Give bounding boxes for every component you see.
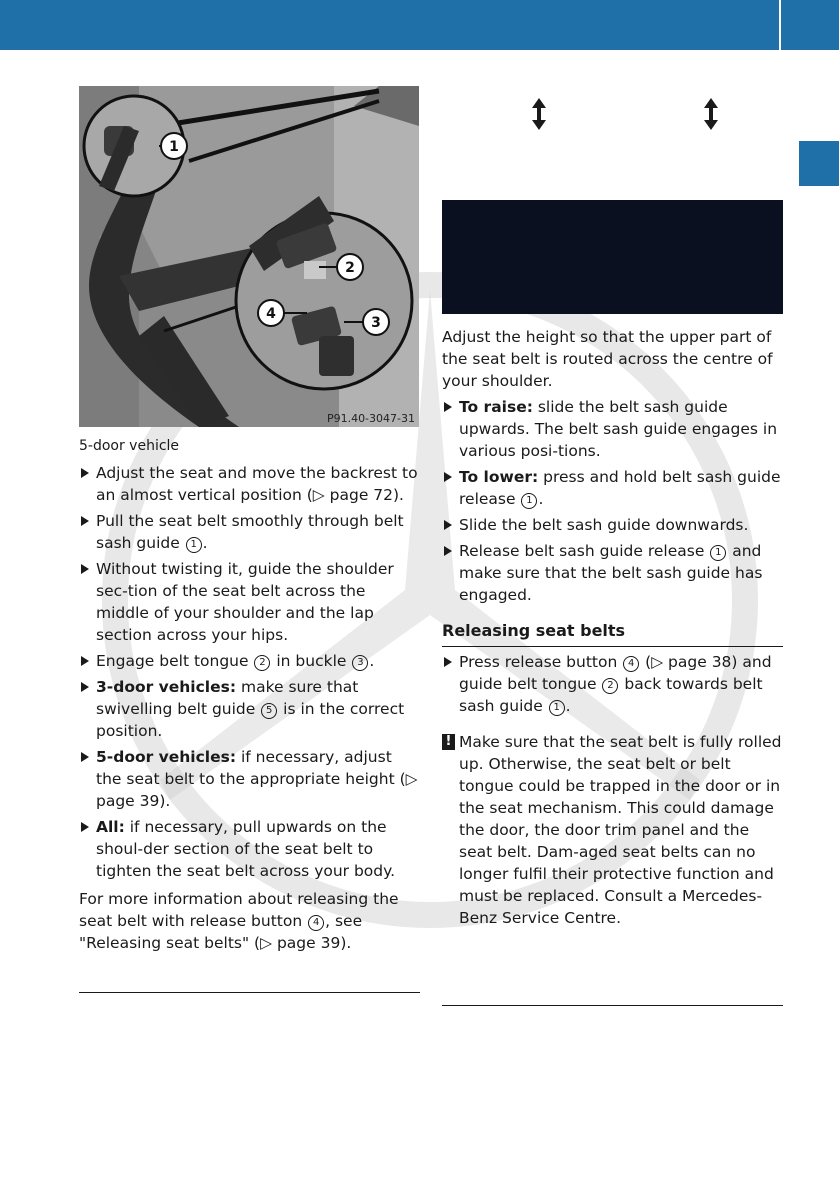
callout-2	[337, 254, 363, 280]
up-down-arrow-icon	[529, 98, 549, 130]
svg-text:2: 2	[345, 260, 355, 276]
callout-ref: 1	[521, 493, 537, 509]
right-steps	[442, 396, 783, 606]
step-pull-belt: Pull the seat belt smoothly through belt sash guide 1 .	[79, 510, 420, 554]
callout-ref: 2	[602, 678, 618, 694]
figure-caption: 5-door vehicle	[79, 438, 180, 454]
step-adjust-seat: Adjust the seat and move the backrest to an almost vertical position (▷ page 72).	[79, 462, 420, 506]
callout-ref: 3	[352, 655, 368, 671]
up-down-arrow-icon	[701, 98, 721, 130]
step-release-guide: Release belt sash guide release 1 and make sure that the belt sash guide has engaged.	[442, 540, 783, 606]
section-title: Releasing seat belts	[442, 620, 783, 647]
figure-code: P91.40-3047-31	[326, 412, 415, 425]
callout-1	[161, 133, 187, 159]
release-note: For more information about releasing the seat belt with release button 4 , see "Releasing seat belts" (▷ page 39).	[79, 890, 399, 952]
right-column	[442, 326, 783, 929]
warning-box	[442, 200, 783, 314]
left-steps	[79, 462, 420, 882]
step-engage-tongue: Engage belt tongue 2 in buckle 3 .	[79, 650, 420, 672]
left-bottom-rule	[79, 992, 420, 993]
damage-warning: ! Make sure that the seat belt is fully rolled up. Otherwise, the seat belt or belt tongue could be trapped in the door or in the seat mechanism. This could damage the door, the door trim panel and the seat belt. Dam-aged seat belts can no longer fulfil their protective function and must be replaced. Consult a Mercedes-Benz Service Centre.	[442, 731, 783, 929]
svg-text:4: 4	[266, 306, 276, 322]
chapter-tab[interactable]	[799, 141, 839, 186]
left-column	[79, 436, 420, 954]
right-bottom-rule	[442, 1005, 783, 1006]
step-3-door: 3-door vehicles: make sure that swivelling belt guide 5 is in the correct position.	[79, 676, 420, 742]
header-separator	[779, 0, 781, 50]
callout-ref: 1	[549, 700, 565, 716]
step-press-release: Press release button 4 (▷ page 38) and guide belt tongue 2 back towards belt sash guide 1 .	[442, 651, 783, 717]
callout-ref: 1	[186, 537, 202, 553]
step-5-door: 5-door vehicles: if necessary, adjust the seat belt to the appropriate height (▷ page 39).	[79, 746, 420, 812]
step-slide-down: Slide the belt sash guide downwards.	[442, 514, 783, 536]
step-lower: To lower: press and hold belt sash guide release 1 .	[442, 466, 783, 510]
step-guide-shoulder: Without twisting it, guide the shoulder sec-tion of the seat belt across the middle of your shoulder and the lap section across your hips.	[79, 558, 420, 646]
svg-text:3: 3	[371, 315, 381, 331]
callout-3	[363, 309, 389, 335]
callout-4	[258, 300, 284, 326]
step-raise: To raise: slide the belt sash guide upwards. The belt sash guide engages in various posi-tions.	[442, 396, 783, 462]
step-all: All: if necessary, pull upwards on the shoul-der section of the seat belt to tighten the seat belt across your body.	[79, 816, 420, 882]
height-intro: Adjust the height so that the upper part of the seat belt is routed across the centre of your shoulder.	[442, 328, 773, 390]
seat-belt-photo	[79, 86, 419, 427]
callout-ref: 4	[623, 656, 639, 672]
callout-ref: 4	[308, 915, 324, 931]
header-bar	[0, 0, 839, 50]
callout-ref: 5	[261, 703, 277, 719]
callout-ref: 2	[254, 655, 270, 671]
callout-ref: 1	[710, 545, 726, 561]
release-steps	[442, 651, 783, 717]
svg-text:1: 1	[169, 139, 179, 155]
exclamation-icon: !	[442, 734, 455, 750]
